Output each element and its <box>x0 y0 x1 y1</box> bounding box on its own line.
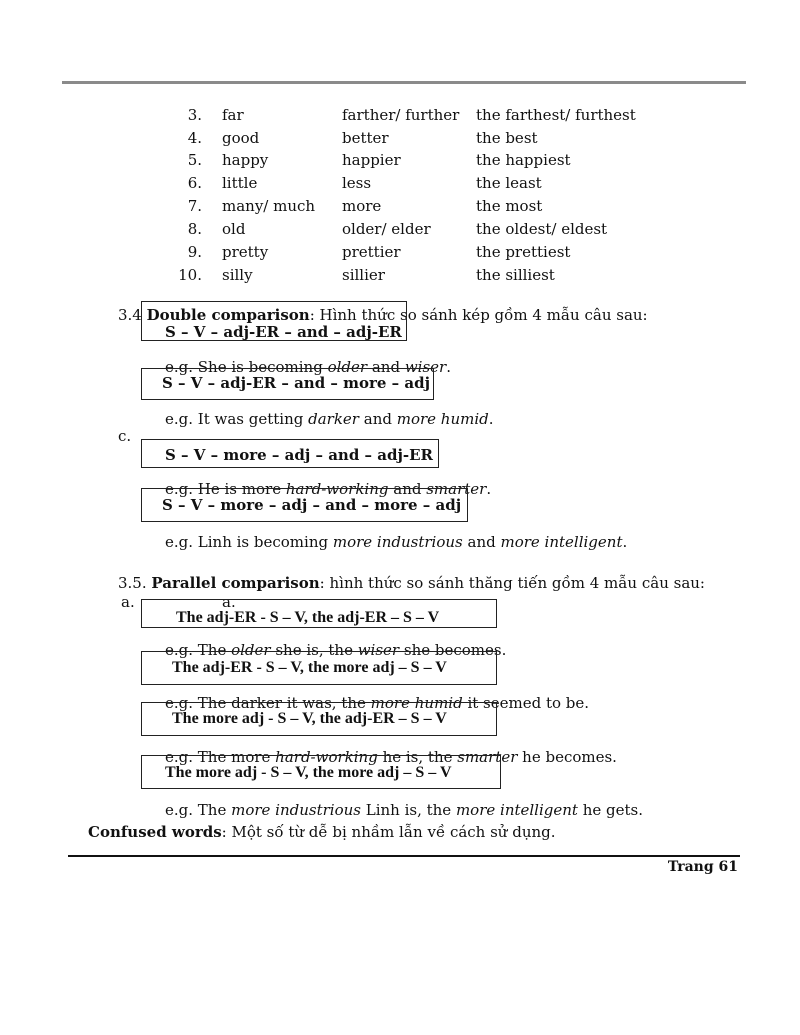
comparative-word: farther/ further <box>342 106 460 124</box>
example-sentence: e.g. Linh is becoming more industrious and more intelligent. <box>165 533 628 551</box>
base-word: little <box>222 174 258 192</box>
example-sentence: e.g. The more hard-working he is, the smarter he becomes. <box>165 748 617 766</box>
list-marker: a. <box>222 593 236 611</box>
base-word: far <box>222 106 244 124</box>
comparative-word: more <box>342 197 382 215</box>
formula-text: The more adj - S – V, the more adj – S – V <box>165 764 452 781</box>
row-number: 10. <box>178 266 202 284</box>
row-number: 5. <box>187 151 202 169</box>
example-sentence: e.g. He is more hard-working and smarter. <box>165 480 492 498</box>
superlative-word: the best <box>476 129 538 147</box>
example-sentence: e.g. It was getting darker and more humid. <box>165 410 494 428</box>
footer-rule <box>68 855 740 857</box>
row-number: 3. <box>187 106 202 124</box>
example-sentence: e.g. The more industrious Linh is, the more intelligent he gets. <box>165 801 643 819</box>
base-word: happy <box>222 151 269 169</box>
row-number: 9. <box>187 243 202 261</box>
formula-text: The adj-ER - S – V, the adj-ER – S – V <box>176 609 440 626</box>
section-title: Confused words <box>88 823 222 841</box>
section-description: : Một số từ dễ bị nhầm lẫn về cách sử dụng. <box>221 823 556 841</box>
section-description: : hình thức so sánh thăng tiến gồm 4 mẫu câu sau: <box>319 574 705 592</box>
row-number: 8. <box>187 220 202 238</box>
comparative-word: prettier <box>342 243 401 261</box>
formula-text: S – V – more – adj – and – more – adj <box>162 496 462 514</box>
superlative-word: the oldest/ eldest <box>476 220 608 238</box>
section-number: 3.4 <box>118 306 142 324</box>
formula-text: The more adj - S – V, the adj-ER – S – V <box>172 710 447 727</box>
example-sentence: e.g. The darker it was, the more humid it seemed to be. <box>165 694 590 712</box>
formula-text: The adj-ER - S – V, the more adj – S – V <box>172 659 447 676</box>
base-word: silly <box>222 266 253 284</box>
base-word: old <box>222 220 246 238</box>
confused-words-heading <box>88 823 556 841</box>
comparative-word: better <box>342 129 389 147</box>
section-title: Parallel comparison <box>151 574 320 592</box>
superlative-word: the silliest <box>476 266 555 284</box>
header-rule <box>62 81 746 84</box>
example-sentence: e.g. The older she is, the wiser she becomes. <box>165 641 507 659</box>
comparative-word: older/ elder <box>342 220 431 238</box>
formula-text: S – V – adj-ER – and – more – adj <box>162 374 431 392</box>
row-number: 6. <box>187 174 202 192</box>
base-word: good <box>222 129 260 147</box>
formula-text: S – V – more – adj – and – adj-ER <box>165 446 434 464</box>
superlative-word: the least <box>476 174 542 192</box>
comparative-word: less <box>342 174 372 192</box>
list-marker: c. <box>118 427 132 445</box>
list-marker: a. <box>121 593 135 611</box>
formula-text: S – V – adj-ER – and – adj-ER <box>165 323 402 341</box>
section-title: Double comparison <box>146 306 310 324</box>
superlative-word: the happiest <box>476 151 571 169</box>
row-number: 4. <box>187 129 202 147</box>
superlative-word: the most <box>476 197 543 215</box>
row-number: 7. <box>187 197 202 215</box>
page-number: Trang 61 <box>667 859 738 875</box>
section-number: 3.5. <box>118 574 147 592</box>
section-description: : Hình thức so sánh kép gồm 4 mẫu câu sau: <box>309 306 648 324</box>
example-sentence: e.g. She is becoming older and wiser. <box>165 358 451 376</box>
base-word: many/ much <box>222 197 316 215</box>
superlative-word: the farthest/ furthest <box>476 106 636 124</box>
section-heading-parallel <box>118 574 705 592</box>
superlative-word: the prettiest <box>476 243 571 261</box>
comparative-word: happier <box>342 151 401 169</box>
comparative-word: sillier <box>342 266 385 284</box>
base-word: pretty <box>222 243 269 261</box>
